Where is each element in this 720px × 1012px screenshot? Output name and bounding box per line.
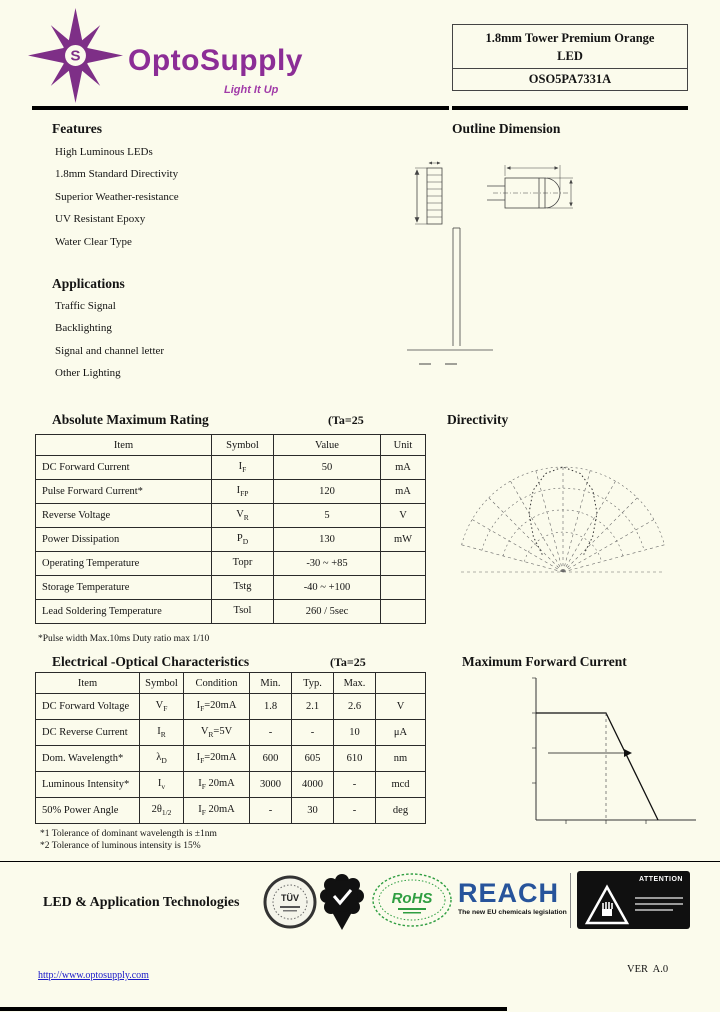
footer-rule — [0, 861, 720, 862]
symbol-sub: F — [163, 704, 168, 714]
features-heading: Features — [52, 121, 102, 136]
cell-min: 600 — [250, 746, 292, 772]
outline-dimension-drawing — [393, 158, 698, 383]
cell-item: Operating Temperature — [36, 552, 212, 576]
elec-opt-heading: Electrical -Optical Characteristics — [52, 654, 250, 669]
cell-min: 3000 — [250, 772, 292, 798]
cell-condition — [184, 720, 250, 746]
cell-item: Luminous Intensity* — [36, 772, 140, 798]
cell-unit: V — [381, 504, 426, 528]
table-header-row — [36, 435, 426, 456]
table-header-row — [36, 673, 426, 694]
cell-unit — [381, 600, 426, 624]
symbol-base: Topr — [232, 556, 253, 568]
cell-symbol — [212, 504, 274, 528]
symbol-base: I — [157, 777, 162, 789]
cell-value: -40 ~ +100 — [274, 576, 381, 600]
cell-symbol — [212, 456, 274, 480]
table-row — [36, 456, 426, 480]
column-header: Min. — [250, 673, 292, 694]
cell-item: Dom. Wavelength* — [36, 746, 140, 772]
cond-base: I — [196, 699, 201, 711]
cell-symbol — [212, 528, 274, 552]
symbol-base: 2θ — [151, 803, 162, 815]
cell-max: 610 — [334, 746, 376, 772]
absolute-maximum-rating-table — [35, 434, 426, 624]
cond-sub: F — [201, 782, 206, 792]
cond-sub: F — [200, 704, 205, 714]
symbol-base: Tsol — [233, 604, 252, 616]
svg-text:RoHS: RoHS — [391, 890, 433, 907]
reach-caption: The new EU chemicals legislation — [458, 909, 567, 916]
attention-label: ATTENTION — [638, 876, 683, 883]
cell-max: - — [334, 772, 376, 798]
esd-attention-box — [577, 871, 690, 929]
column-header: Symbol — [140, 673, 184, 694]
column-header — [376, 673, 426, 694]
cell-max: - — [334, 798, 376, 824]
cell-typ: 2.1 — [292, 694, 334, 720]
attention-text-line — [635, 909, 673, 911]
symbol-base: I — [236, 484, 241, 496]
product-title: 1.8mm Tower Premium Orange LED — [485, 31, 655, 64]
cell-unit: mA — [381, 480, 426, 504]
table-row — [36, 504, 426, 528]
cond-base: I — [198, 777, 202, 789]
cell-unit: mcd — [376, 772, 426, 798]
column-header: Value — [274, 435, 381, 456]
symbol-sub: FP — [240, 489, 249, 499]
abs-max-heading: Absolute Maximum Rating — [52, 412, 209, 427]
cell-unit: μA — [376, 720, 426, 746]
cell-condition — [184, 798, 250, 824]
elec-opt-condition: (Ta=25 — [330, 655, 366, 669]
cond-base: I — [198, 803, 202, 815]
cond-tail: =5V — [213, 725, 233, 737]
symbol-base: P — [236, 532, 243, 544]
attention-text-line — [635, 897, 683, 899]
cell-item: DC Forward Current — [36, 456, 212, 480]
symbol-sub: D — [242, 537, 249, 547]
cell-unit: V — [376, 694, 426, 720]
cell-item: DC Reverse Current — [36, 720, 140, 746]
cell-symbol — [140, 772, 184, 798]
cell-unit: deg — [376, 798, 426, 824]
column-header: Unit — [381, 435, 426, 456]
symbol-base: V — [155, 699, 164, 711]
cell-unit: nm — [376, 746, 426, 772]
cell-value: 120 — [274, 480, 381, 504]
elec-opt-footnote-1: *1 Tolerance of dominant wavelength is ±1nm — [40, 829, 217, 839]
attention-text-line — [635, 903, 683, 905]
column-header: Typ. — [292, 673, 334, 694]
symbol-base: V — [236, 508, 244, 520]
cell-condition — [184, 746, 250, 772]
cell-min: 1.8 — [250, 694, 292, 720]
part-number: OSO5PA7331A — [453, 68, 687, 90]
feature-item: 1.8mm Standard Directivity — [55, 168, 179, 181]
feature-item: UV Resistant Epoxy — [55, 213, 146, 226]
cell-symbol — [212, 600, 274, 624]
cell-item: DC Forward Voltage — [36, 694, 140, 720]
application-item: Backlighting — [55, 322, 112, 335]
reach-title: REACH — [458, 878, 560, 908]
cond-tail: 20mA — [205, 777, 235, 789]
esd-warning-triangle-icon — [581, 883, 633, 927]
website-link[interactable]: http://www.optosupply.com — [38, 970, 149, 981]
table-row — [36, 798, 426, 824]
company-line: LED & Application Technologies — [43, 895, 240, 910]
feature-item: High Luminous LEDs — [55, 146, 153, 158]
symbol-base: Tstg — [233, 580, 252, 592]
cell-condition — [184, 772, 250, 798]
cell-min: - — [250, 798, 292, 824]
symbol-sub: F — [242, 465, 247, 475]
table-row — [36, 720, 426, 746]
cell-typ: - — [292, 720, 334, 746]
bottom-edge-bar — [0, 1007, 507, 1011]
optosupply-star-logo-icon — [28, 8, 123, 103]
table-row — [36, 772, 426, 798]
cell-unit — [381, 576, 426, 600]
feature-item: Superior Weather-resistance — [55, 190, 179, 203]
table-row — [36, 746, 426, 772]
cell-symbol — [140, 746, 184, 772]
cell-value: 130 — [274, 528, 381, 552]
application-item: Signal and channel letter — [55, 344, 165, 357]
symbol-sub: v — [161, 782, 166, 792]
cell-symbol — [140, 694, 184, 720]
table-row — [36, 694, 426, 720]
cell-item: Pulse Forward Current* — [36, 480, 212, 504]
cond-sub: F — [201, 808, 206, 818]
product-title-box — [452, 24, 688, 91]
header-rule-left — [32, 106, 449, 110]
cell-symbol — [212, 576, 274, 600]
cond-tail: 20mA — [205, 803, 235, 815]
cell-max: 10 — [334, 720, 376, 746]
cell-value: -30 ~ +85 — [274, 552, 381, 576]
cell-typ: 605 — [292, 746, 334, 772]
cell-item: Reverse Voltage — [36, 504, 212, 528]
cond-base: I — [196, 751, 201, 763]
applications-heading: Applications — [52, 276, 125, 291]
cell-value: 260 / 5sec — [274, 600, 381, 624]
table-row — [36, 528, 426, 552]
cell-item: 50% Power Angle — [36, 798, 140, 824]
cell-symbol — [140, 720, 184, 746]
applications-list — [55, 300, 164, 390]
cell-item: Lead Soldering Temperature — [36, 600, 212, 624]
rohs-compliant-icon — [370, 872, 454, 930]
column-header: Item — [36, 673, 140, 694]
abs-max-condition: (Ta=25 — [328, 413, 364, 427]
cell-unit: mA — [381, 456, 426, 480]
symbol-sub: D — [161, 756, 167, 766]
cell-item: Power Dissipation — [36, 528, 212, 552]
symbol-sub: R — [243, 513, 249, 523]
svg-text:S: S — [70, 47, 81, 65]
application-item: Other Lighting — [55, 367, 121, 380]
max-forward-heading: Maximum Forward Current — [462, 654, 627, 669]
column-header: Max. — [334, 673, 376, 694]
cell-min: - — [250, 720, 292, 746]
certification-rosette-icon — [318, 872, 366, 930]
outline-dimension-heading: Outline Dimension — [452, 121, 561, 136]
cell-typ: 4000 — [292, 772, 334, 798]
column-header: Condition — [184, 673, 250, 694]
electrical-optical-table — [35, 672, 426, 824]
cond-base: V — [200, 725, 209, 737]
cell-max: 2.6 — [334, 694, 376, 720]
symbol-base: I — [157, 725, 161, 737]
cell-typ: 30 — [292, 798, 334, 824]
reach-mark — [458, 880, 567, 916]
column-header: Item — [36, 435, 212, 456]
symbol-sub: R — [160, 730, 166, 740]
cell-symbol — [212, 552, 274, 576]
header-rule-right — [452, 106, 688, 110]
feature-item: Water Clear Type — [55, 235, 132, 248]
elec-opt-footnote-2: *2 Tolerance of luminous intensity is 15% — [40, 841, 201, 851]
svg-text:TÜV: TÜV — [281, 893, 299, 903]
table-row — [36, 600, 426, 624]
column-header: Symbol — [212, 435, 274, 456]
table-row — [36, 576, 426, 600]
cell-value: 50 — [274, 456, 381, 480]
cond-tail: =20mA — [204, 751, 237, 763]
directivity-heading: Directivity — [447, 412, 509, 427]
table-row — [36, 552, 426, 576]
symbol-sub: 1/2 — [161, 808, 172, 818]
cond-sub: F — [200, 756, 205, 766]
cell-value: 5 — [274, 504, 381, 528]
version-label: VER A.0 — [627, 964, 669, 975]
symbol-base: I — [238, 460, 243, 472]
brand-tagline: Light It Up — [224, 84, 279, 96]
brand-name: OptoSupply — [128, 44, 303, 77]
table-row — [36, 480, 426, 504]
footer-divider — [570, 873, 571, 928]
max-forward-current-graph — [508, 668, 703, 838]
cond-sub: R — [208, 730, 214, 740]
abs-max-footnote: *Pulse width Max.10ms Duty ratio max 1/10 — [38, 634, 210, 644]
cell-symbol — [212, 480, 274, 504]
cell-unit: mW — [381, 528, 426, 552]
directivity-chart — [438, 440, 688, 580]
cell-item: Storage Temperature — [36, 576, 212, 600]
cell-symbol — [140, 798, 184, 824]
cell-unit — [381, 552, 426, 576]
cond-tail: =20mA — [204, 699, 237, 711]
tuv-cert-icon — [262, 874, 318, 930]
application-item: Traffic Signal — [55, 300, 116, 312]
symbol-base: λ — [156, 751, 162, 763]
features-list — [55, 146, 179, 258]
cell-condition — [184, 694, 250, 720]
